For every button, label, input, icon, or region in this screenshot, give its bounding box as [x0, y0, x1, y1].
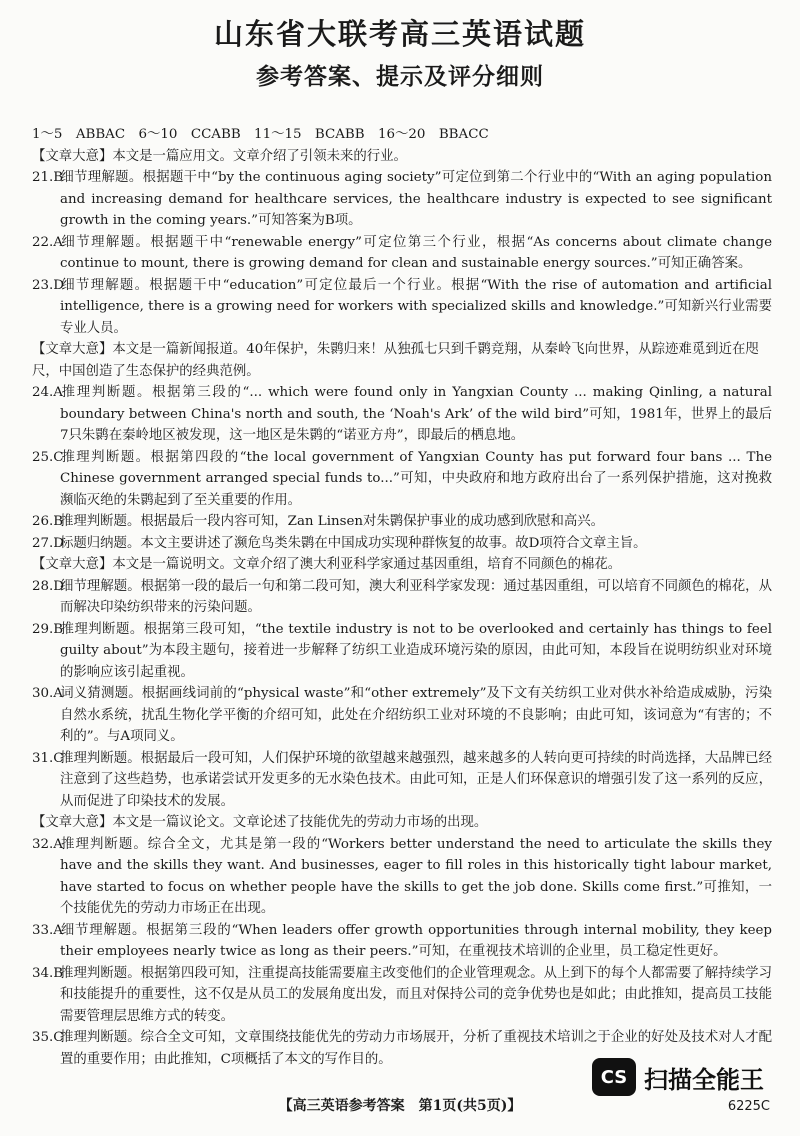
answer-item — [32, 382, 772, 447]
answer-item — [32, 834, 772, 920]
item-number: 31.C — [32, 750, 64, 766]
item-text: 推理判断题。根据第四段的“the local government of Yangxian County has put forward four bans ... The Chinese government arranged special funds to...”可知，中央政府和地方政府出台了一系列保护措施，这对挽救濒临灭绝的朱鹮起到了至关重要的作用。 — [60, 449, 772, 508]
answer-item — [32, 275, 772, 340]
article-summary: 【文章大意】本文是一篇说明文。文章介绍了澳大利亚科学家通过基因重组，培育不同颜色的棉花。 — [32, 557, 622, 572]
page-footer: 【高三英语参考答案 第1页(共5页)】 — [278, 1098, 522, 1114]
article-summary: 【文章大意】本文是一篇新闻报道。40年保护，朱鹮归来！从独孤七只到千鹮竞翔，从秦岭飞向世界，从踪迹难觅到近在咫尺，中国创造了生态保护的经典范例。 — [32, 342, 759, 379]
item-number: 26.B — [32, 514, 64, 529]
item-number: 29.B — [32, 621, 64, 637]
answer-item — [32, 619, 772, 684]
answer-item — [32, 447, 772, 512]
camscanner-icon: CS — [592, 1058, 636, 1096]
item-number: 34.B — [32, 965, 64, 981]
item-number: 32.A — [32, 836, 63, 852]
item-text: 细节理解题。根据题干中“renewable energy”可定位第三个行业，根据“As concerns about climate change continue to mount, there is growing demand for clean and sustainable energy sources.”可知正确答案。 — [60, 234, 772, 271]
item-text: 细节理解题。根据题干中“education”可定位最后一个行业。根据“With the rise of automation and artificial intelligence, there is a growing need for workers with specialized skills and knowledge.”可知新兴行业需要专业人员。 — [60, 277, 772, 336]
item-text: 细节理解题。根据第三段的“When leaders offer growth opportunities through internal mobility, they keep their employees nearly twice as long as their peers.”可知，在重视技术培训的企业里，员工稳定性更好。 — [60, 922, 772, 959]
article-summary: 【文章大意】本文是一篇应用文。文章介绍了引领未来的行业。 — [32, 148, 407, 164]
item-number: 35.C — [32, 1030, 64, 1045]
answer-item — [32, 533, 772, 555]
answer-item — [32, 167, 772, 232]
answer-key: 1～5 ABBAC 6～10 CCABB 11～15 BCABB 16～20 BBACC — [32, 127, 489, 142]
item-text: 推理判断题。根据第三段可知，“the textile industry is not to be overlooked and certainly has things to feel guilty about”为本段主题句，接着进一步解释了纺织工业造成环境污染的原因，由此可知，本段旨在说明纺织业对环境的影响应该引起重视。 — [60, 621, 772, 680]
answer-item — [32, 511, 772, 533]
answer-content — [32, 124, 772, 1070]
item-number: 21.B — [32, 170, 64, 185]
scanner-watermark — [592, 1058, 764, 1096]
item-text: 推理判断题。综合全文可知，文章围绕技能优先的劳动力市场展开，分析了重视技术培训之于企业的好处及技术对人才配置的重要作用；由此推知，C项概括了本文的写作目的。 — [60, 1030, 772, 1067]
item-text: 词义猜测题。根据画线词前的“physical waste”和“other extremely”及下文有关纺织工业对供水补给造成威胁，污染自然水系统，扰乱生物化学平衡的介绍可知，此处在介绍纺织工业对环境的不良影响；由此可知，该词意为“有害的；不利的”。与A项同义。 — [60, 686, 772, 744]
answer-item — [32, 576, 772, 619]
answer-item — [32, 748, 772, 813]
item-text: 标题归纳题。本文主要讲述了濒危鸟类朱鹮在中国成功实现种群恢复的故事。故D项符合文章主旨。 — [60, 535, 647, 551]
page-subtitle: 参考答案、提示及评分细则 — [256, 64, 544, 90]
item-number: 30.A — [32, 686, 63, 701]
item-text: 细节理解题。根据第一段的最后一句和第二段可知，澳大利亚科学家发现：通过基因重组，可以培育不同颜色的棉花，从而解决印染纺织带来的污染问题。 — [60, 578, 772, 615]
answer-item — [32, 232, 772, 275]
item-number: 23.D — [32, 277, 65, 293]
article-summary: 【文章大意】本文是一篇议论文。文章论述了技能优先的劳动力市场的出现。 — [32, 815, 488, 830]
item-text: 推理判断题。根据第四段可知，注重提高技能需要雇主改变他们的企业管理观念。从上到下的每个人都需要了解持续学习和技能提升的重要性，这不仅是从员工的发展角度出发，而且对保持公司的竞争优势也是如此；由此推知，提高员工技能需要管理层思维方式的转变。 — [60, 965, 772, 1024]
item-number: 22.A — [32, 234, 63, 250]
answer-item — [32, 920, 772, 963]
item-number: 33.A — [32, 922, 63, 938]
item-text: 细节理解题。根据题干中“by the continuous aging society”可定位到第二个行业中的“With an aging population and increasing demand for healthcare services, the healthcare industry is expected to see significant growth in the coming years.”可知答案为B项。 — [60, 170, 772, 228]
item-text: 推理判断题。根据最后一段可知，人们保护环境的欲望越来越强烈，越来越多的人转向更可持续的时尚选择，大品牌已经注意到了这些趋势，也承诺尝试开发更多的无水染色技术。由此可知，正是人们环保意识的增强引发了这一系列的反应，从而促进了印染技术的发展。 — [60, 750, 772, 809]
item-number: 24.A — [32, 385, 63, 400]
item-number: 28.D — [32, 578, 65, 594]
item-number: 25.C — [32, 449, 64, 465]
item-text: 推理判断题。根据最后一段内容可知，Zan Linsen对朱鹮保护事业的成功感到欣慰和高兴。 — [60, 514, 605, 529]
item-number: 27.D — [32, 535, 65, 551]
item-text: 推理判断题。综合全文，尤其是第一段的“Workers better understand the need to articulate the skills they have and the skills they want. And businesses, eager to fill roles in this historically tight labour market, have started to focus on whether people have the skills to get the job done. Skills come first.”可推知，一个技能优先的劳动力市场正在出现。 — [60, 836, 772, 916]
page-title: 山东省大联考高三英语试题 — [213, 17, 586, 51]
scanner-label: 扫描全能王 — [644, 1065, 764, 1094]
item-text: 推理判断题。根据第三段的“... which were found only in Yangxian County ... making Qinling, a natural boundary between China's north and south, the ‘Noah's Ark’ of the wild bird”可知，1981年，世界上的最后7只朱鹮在秦岭地区被发现，这一地区是朱鹮的“诺亚方舟”，即最后的栖息地。 — [60, 385, 772, 443]
paper-code: 6225C — [727, 1099, 770, 1114]
answer-item — [32, 683, 772, 748]
answer-item — [32, 963, 772, 1028]
